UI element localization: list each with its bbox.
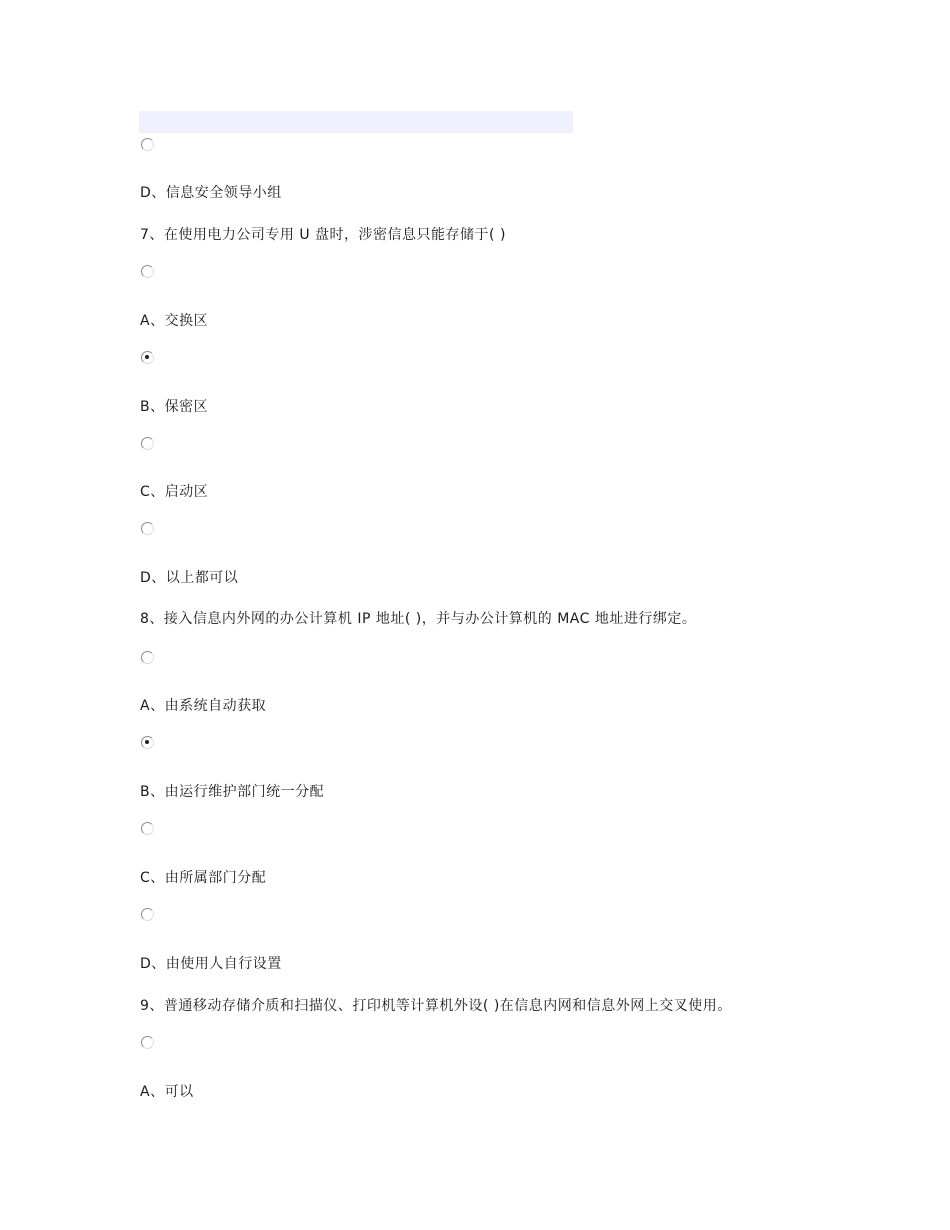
radio-q7-b-selected[interactable] <box>141 351 154 364</box>
radio-q8-d[interactable] <box>141 908 154 921</box>
option-label-q8-d: D、由使用人自行设置 <box>140 956 282 972</box>
radio-q8-a[interactable] <box>141 651 154 664</box>
question-8-text: 8、接入信息内外网的办公计算机 IP 地址( )，并与办公计算机的 MAC 地址进行绑定。 <box>140 611 697 627</box>
option-label-q7-d: D、以上都可以 <box>140 570 239 586</box>
question-7-text: 7、在使用电力公司专用 U 盘时，涉密信息只能存储于( ) <box>140 227 506 243</box>
option-label-q8-a: A、由系统自动获取 <box>140 698 267 714</box>
option-label-q7-c: C、启动区 <box>140 484 209 500</box>
radio-q7-d[interactable] <box>141 522 154 535</box>
question-9-text: 9、普通移动存储介质和扫描仪、打印机等计算机外设( )在信息内网和信息外网上交叉使用。 <box>140 998 732 1014</box>
option-label-q9-a: A、可以 <box>140 1084 194 1100</box>
option-label-q7-b: B、保密区 <box>140 399 209 415</box>
radio-q9-a[interactable] <box>141 1036 154 1049</box>
option-label-q7-a: A、交换区 <box>140 313 209 329</box>
highlight-banner <box>139 111 573 133</box>
option-label-q6-d: D、信息安全领导小组 <box>140 185 282 201</box>
radio-q8-b-selected[interactable] <box>141 736 154 749</box>
radio-q7-a[interactable] <box>141 265 154 278</box>
radio-q8-c[interactable] <box>141 822 154 835</box>
radio-q6-d[interactable] <box>141 138 154 151</box>
radio-q7-c[interactable] <box>141 437 154 450</box>
option-label-q8-c: C、由所属部门分配 <box>140 870 267 886</box>
option-label-q8-b: B、由运行维护部门统一分配 <box>140 784 325 800</box>
